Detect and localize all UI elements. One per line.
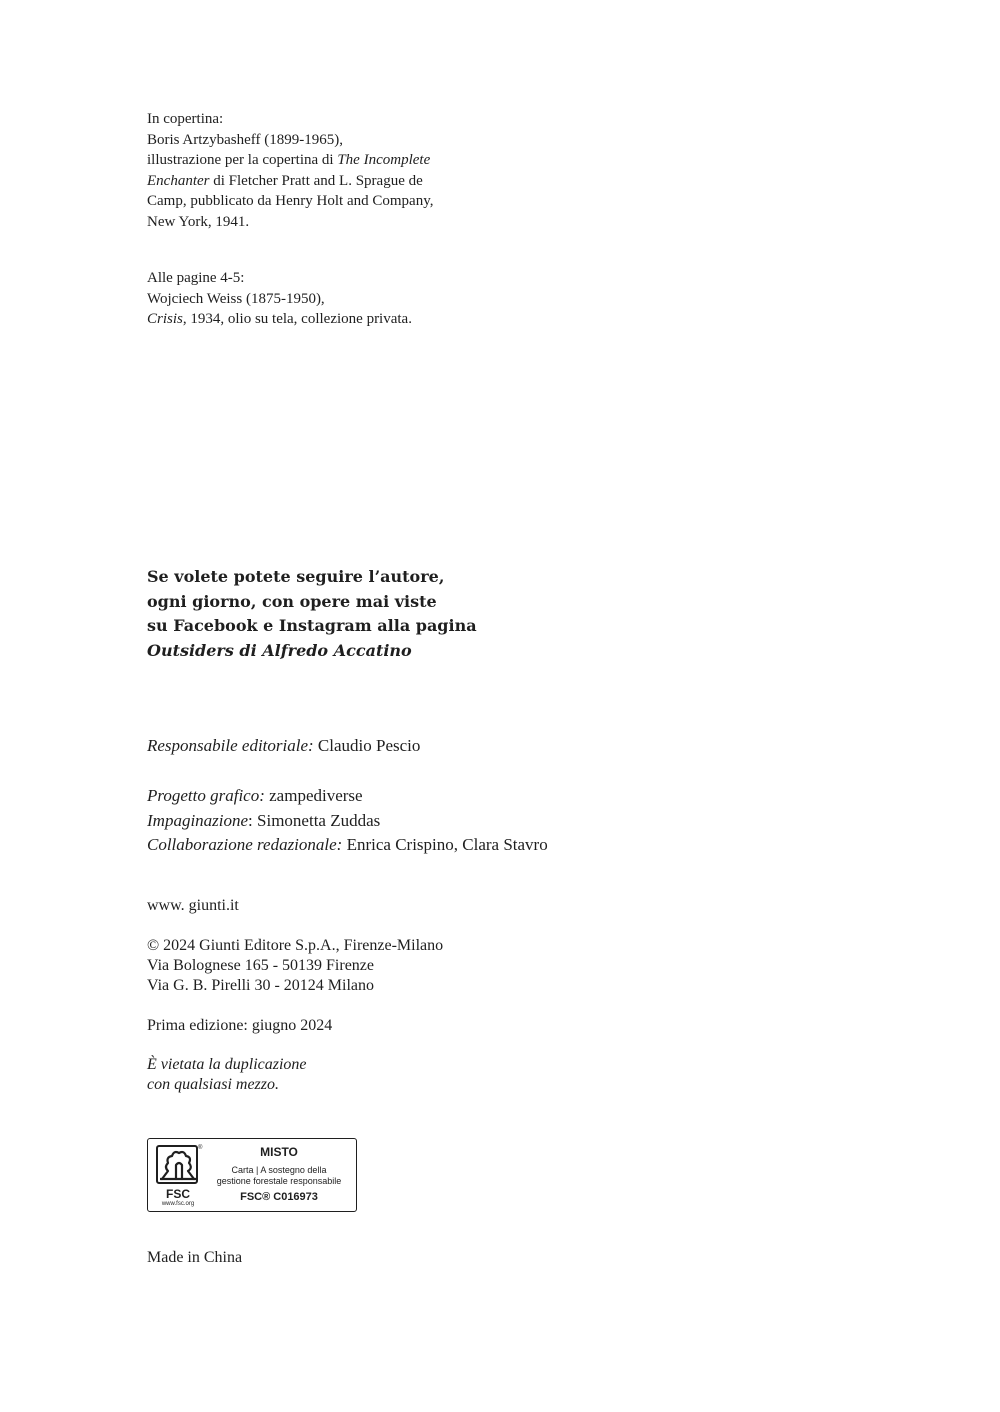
graphic-design-label: Progetto grafico: — [147, 786, 265, 805]
layout-label: Impaginazione — [147, 810, 249, 830]
cover-caption-line5: Camp, pubblicato da Henry Holt and Company, — [147, 193, 434, 209]
pages-caption-artist: Wojciech Weiss (1875-1950), — [147, 290, 325, 307]
cover-book-title-part2: Enchanter — [147, 172, 210, 189]
follow-note-line2: ogni giorno, con opere mai viste — [147, 591, 437, 611]
address-florence: Via Bolognese 165 - 50139 Firenze — [147, 957, 374, 974]
editorial-manager-credit — [147, 734, 420, 759]
layout-credit — [147, 809, 548, 834]
fsc-logo-text: FSC — [166, 1187, 190, 1201]
design-credits — [147, 784, 548, 858]
fsc-tree-icon — [156, 1143, 203, 1187]
publisher-website: www. giunti.it — [147, 897, 239, 914]
cover-caption-heading: In copertina: — [147, 111, 224, 127]
rights-notice — [147, 1055, 307, 1095]
rights-line1: È vietata la duplicazione — [147, 1056, 307, 1073]
cover-caption-artist: Boris Artzybasheff (1899-1965), — [147, 131, 343, 148]
pages-work-title: Crisis — [147, 311, 183, 327]
cover-caption-line4-rest: di Fletcher Pratt and L. Sprague de — [209, 172, 423, 189]
editorial-manager-label: Responsabile editoriale: — [147, 736, 314, 755]
cover-caption-line6: New York, 1941. — [147, 213, 250, 230]
follow-note-page-name: Outsiders di Alfredo Accatino — [147, 640, 412, 660]
fsc-license-code: FSC® C016973 — [240, 1191, 318, 1203]
cover-caption-line3 — [147, 150, 433, 171]
editorial-collaboration-credit — [147, 833, 548, 858]
follow-note-line3: su Facebook e Instagram alla pagina — [147, 616, 477, 635]
address-milan: Via G. B. Pirelli 30 - 20124 Milano — [147, 977, 375, 994]
editorial-manager-value: Claudio Pescio — [313, 736, 421, 755]
editorial-collaboration-value: Enrica Crispino, Clara Stavro — [342, 835, 548, 854]
cover-caption — [147, 109, 433, 232]
cover-book-title-part1: The Incomplete — [337, 152, 431, 168]
publisher-info — [147, 936, 443, 996]
pages-work-details: , 1934, olio su tela, collezione privata. — [182, 311, 412, 327]
follow-note-line1: Se volete potete seguire l’autore, — [147, 567, 445, 586]
layout-value: : Simonetta Zuddas — [248, 810, 381, 830]
fsc-logo — [154, 1143, 202, 1209]
cover-caption-line4 — [147, 171, 433, 192]
fsc-certification-label — [147, 1138, 357, 1212]
copyright-notice: © 2024 Giunti Editore S.p.A., Firenze-Milano — [147, 937, 444, 954]
graphic-design-credit — [147, 784, 548, 809]
follow-author-note — [147, 565, 477, 663]
fsc-registered-mark: ® — [198, 1145, 203, 1151]
pages-caption-work — [147, 309, 412, 330]
graphic-design-value: zampediverse — [264, 786, 363, 805]
fsc-description-line1: Carta | A sostegno della — [231, 1165, 327, 1175]
fsc-description-line2: gestione forestale responsabile — [216, 1176, 342, 1186]
fsc-description — [206, 1165, 352, 1187]
fsc-text — [206, 1145, 352, 1204]
fsc-website: www.fsc.org — [161, 1201, 195, 1207]
rights-line2: con qualsiasi mezzo. — [147, 1076, 279, 1093]
cover-caption-line3-prefix: illustrazione per la copertina di — [147, 152, 338, 168]
editorial-collaboration-label: Collaborazione redazionale: — [147, 835, 343, 854]
fsc-misto-label: MISTO — [260, 1145, 298, 1159]
pages-caption-heading: Alle pagine 4-5: — [147, 270, 245, 286]
edition-notice: Prima edizione: giugno 2024 — [147, 1017, 333, 1034]
pages-caption — [147, 268, 412, 330]
made-in-notice: Made in China — [147, 1249, 243, 1266]
